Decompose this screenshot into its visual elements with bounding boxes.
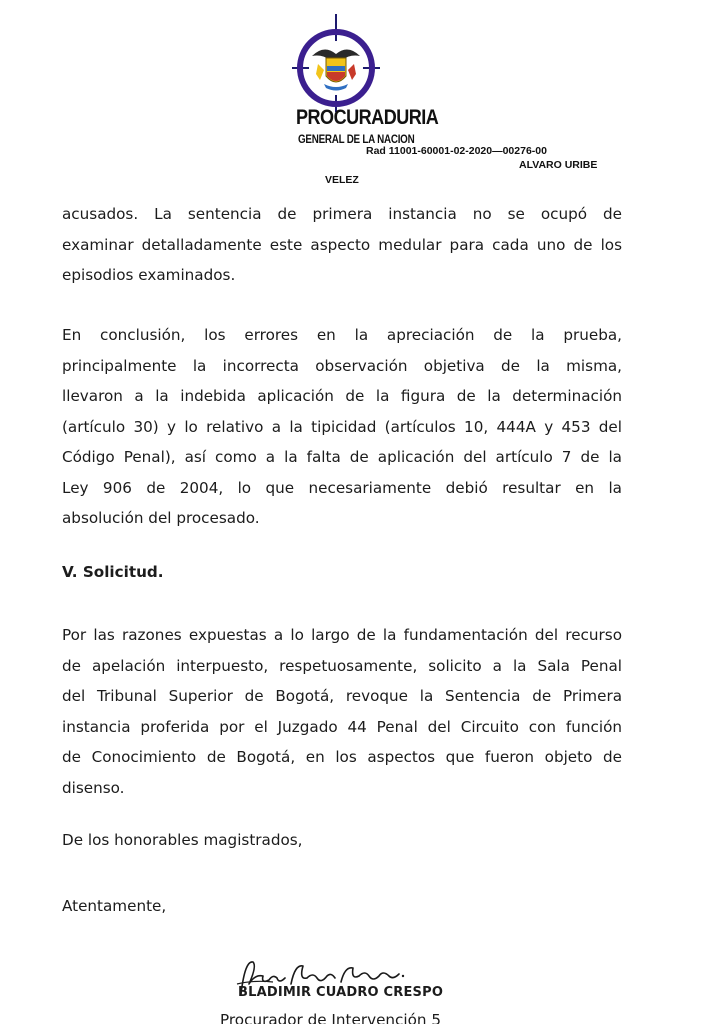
paragraph-line: episodios examinados. (62, 266, 236, 284)
org-subname: GENERAL DE LA NACION (298, 132, 415, 146)
paragraph-2 (62, 320, 622, 534)
paragraph-line: acusados. La sentencia de primera instancia no se ocupó de (62, 205, 622, 223)
section-heading: V. Solicitud. (62, 563, 164, 581)
paragraph-line: principalmente la incorrecta observación objetiva de la misma, (62, 356, 622, 375)
closing: Atentamente, (62, 897, 167, 915)
signer-role: Procurador de Intervención 5 (220, 1011, 442, 1024)
paragraph-line: Código Penal), así como a la falta de aplicación del artículo 7 de la (62, 448, 622, 466)
paragraph-line: del Tribunal Superior de Bogotá, revoque la Sentencia de Primera (62, 687, 622, 705)
paragraph-line: llevaron a la indebida aplicación de la figura de la determinación (62, 387, 622, 405)
paragraph-line: de apelación interpuesto, respetuosamente, solicito a la Sala Penal (62, 656, 622, 675)
case-radicado: Rad 11001-60001-02-2020—00276-00 (366, 145, 547, 157)
case-party-name-line2: VELEZ (325, 174, 359, 186)
paragraph-3 (62, 620, 622, 803)
paragraph-1 (62, 199, 622, 291)
paragraph-line: examinar detalladamente este aspecto medular para cada uno de los (62, 235, 622, 254)
procuraduria-seal-icon (290, 14, 382, 114)
case-party-name-line1: ALVARO URIBE (519, 159, 598, 171)
paragraph-line: disenso. (62, 778, 125, 797)
paragraph-line: de Conocimiento de Bogotá, en los aspectos que fueron objeto de (62, 748, 622, 766)
paragraph-line: absolución del procesado. (62, 509, 260, 527)
paragraph-line: En conclusión, los errores en la apreciación de la prueba, (62, 326, 622, 344)
paragraph-line: (artículo 30) y lo relativo a la tipicidad (artículos 10, 444A y 453 del (62, 417, 622, 436)
signer-name: BLADIMIR CUADRO CRESPO (238, 985, 444, 1000)
paragraph-line: Ley 906 de 2004, lo que necesariamente debió resultar en la (62, 478, 622, 497)
closing-salutation: De los honorables magistrados, (62, 831, 303, 849)
paragraph-line: Por las razones expuestas a lo largo de la fundamentación del recurso (62, 626, 622, 644)
org-name: PROCURADURIA (296, 106, 439, 129)
paragraph-line: instancia proferida por el Juzgado 44 Penal del Circuito con función (62, 717, 622, 736)
